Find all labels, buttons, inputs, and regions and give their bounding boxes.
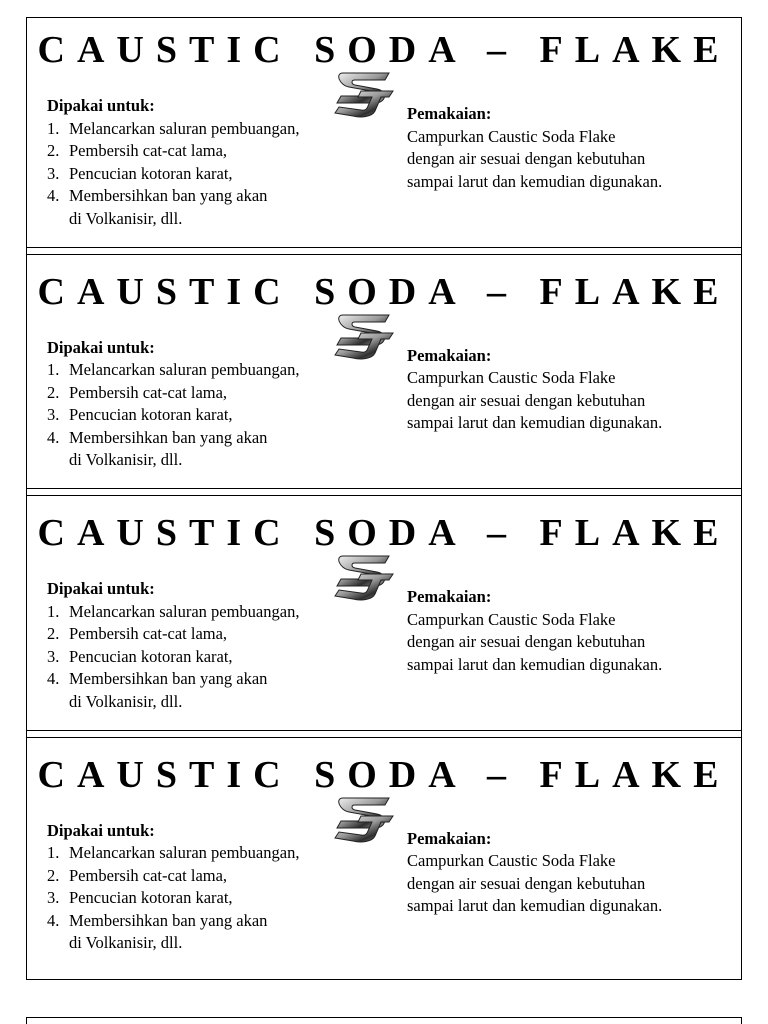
- item-text: Melancarkan saluran pembuangan,: [69, 360, 300, 379]
- item-number: 3.: [47, 646, 60, 666]
- item-text: Pencucian kotoran karat,: [69, 888, 233, 907]
- usage-heading: Dipakai untuk:: [47, 579, 155, 598]
- instructions-heading: Pemakaian:: [407, 587, 492, 606]
- item-number: 2.: [47, 624, 60, 643]
- product-label: [27, 743, 741, 973]
- item-continuation: di Volkanisir, dll.: [69, 450, 183, 469]
- item-text: Membersihkan ban yang akan: [69, 669, 268, 688]
- usage-list: [47, 118, 367, 208]
- item-text: Pencucian kotoran karat,: [69, 405, 233, 424]
- instructions-line: dengan air sesuai dengan kebutuhan: [407, 390, 646, 410]
- usage-section: [47, 578, 367, 713]
- list-item: [47, 359, 367, 382]
- instructions-line: Campurkan Caustic Soda Flake: [407, 126, 616, 146]
- next-label-sheet-edge: [26, 1017, 742, 1024]
- list-item: [47, 140, 367, 163]
- instructions-line: sampai larut dan kemudian digunakan.: [407, 413, 663, 432]
- list-item: [47, 163, 367, 186]
- item-number: 4.: [47, 186, 60, 205]
- item-text: Membersihkan ban yang akan: [69, 910, 268, 930]
- list-item: [47, 404, 367, 427]
- usage-list: [47, 842, 367, 932]
- item-number: 1.: [47, 118, 60, 138]
- item-number: 4.: [47, 910, 60, 930]
- product-label: [27, 501, 741, 731]
- item-number: 3.: [47, 163, 60, 183]
- item-text: Membersihkan ban yang akan: [69, 427, 268, 447]
- instructions-line: Campurkan Caustic Soda Flake: [407, 851, 616, 870]
- instructions-line: sampai larut dan kemudian digunakan.: [407, 171, 663, 191]
- item-continuation: di Volkanisir, dll.: [69, 691, 183, 711]
- usage-heading: Dipakai untuk:: [47, 337, 155, 357]
- label-separator: [27, 488, 741, 496]
- list-item: [47, 382, 367, 405]
- list-item: [47, 427, 367, 450]
- instructions-line: dengan air sesuai dengan kebutuhan: [407, 873, 646, 893]
- item-number: 2.: [47, 382, 60, 402]
- label-separator: [27, 730, 741, 738]
- instructions-line: sampai larut dan kemudian digunakan.: [407, 896, 663, 915]
- item-number: 2.: [47, 865, 60, 885]
- label-sheet: [26, 17, 742, 980]
- usage-list: [47, 359, 367, 449]
- item-text: Pembersih cat-cat lama,: [69, 865, 228, 885]
- list-item: [47, 646, 367, 669]
- item-text: Pencucian kotoran karat,: [69, 163, 233, 183]
- item-number: 3.: [47, 888, 60, 907]
- item-number: 1.: [47, 843, 60, 862]
- list-item: [47, 887, 367, 910]
- instructions-heading: Pemakaian:: [407, 104, 492, 123]
- usage-section: [47, 337, 367, 472]
- usage-heading: Dipakai untuk:: [47, 820, 155, 840]
- instructions-line: Campurkan Caustic Soda Flake: [407, 609, 616, 629]
- usage-section: [47, 95, 367, 230]
- usage-list: [47, 601, 367, 691]
- instructions-line: dengan air sesuai dengan kebutuhan: [407, 632, 646, 651]
- product-label: [27, 260, 741, 490]
- item-text: Pembersih cat-cat lama,: [69, 382, 228, 402]
- instructions-heading: Pemakaian:: [407, 828, 492, 848]
- product-title: CAUSTIC SODA – FLAKE: [37, 753, 731, 796]
- instructions-section: [407, 586, 737, 676]
- label-separator: [27, 247, 741, 255]
- item-number: 1.: [47, 360, 60, 379]
- list-item: [47, 910, 367, 933]
- instructions-section: [407, 103, 737, 193]
- item-text: Melancarkan saluran pembuangan,: [69, 118, 300, 138]
- usage-section: [47, 820, 367, 955]
- instructions-line: sampai larut dan kemudian digunakan.: [407, 654, 663, 674]
- item-number: 3.: [47, 405, 60, 424]
- item-text: Membersihkan ban yang akan: [69, 186, 268, 205]
- product-title: CAUSTIC SODA – FLAKE: [37, 29, 731, 71]
- item-number: 4.: [47, 427, 60, 447]
- list-item: [47, 865, 367, 888]
- instructions-line: dengan air sesuai dengan kebutuhan: [407, 149, 646, 168]
- product-title: CAUSTIC SODA – FLAKE: [37, 512, 731, 554]
- product-title: CAUSTIC SODA – FLAKE: [37, 270, 731, 313]
- product-label: [27, 18, 741, 248]
- usage-heading: Dipakai untuk:: [47, 96, 155, 115]
- list-item: [47, 668, 367, 691]
- instructions-section: [407, 828, 737, 918]
- item-continuation: di Volkanisir, dll.: [69, 208, 183, 228]
- list-item: [47, 623, 367, 646]
- item-number: 2.: [47, 141, 60, 160]
- list-item: [47, 842, 367, 865]
- list-item: [47, 601, 367, 624]
- item-number: 4.: [47, 669, 60, 688]
- list-item: [47, 118, 367, 141]
- item-text: Pembersih cat-cat lama,: [69, 141, 228, 160]
- list-item: [47, 185, 367, 208]
- item-continuation: di Volkanisir, dll.: [69, 933, 183, 952]
- item-text: Melancarkan saluran pembuangan,: [69, 601, 300, 621]
- item-text: Pencucian kotoran karat,: [69, 646, 233, 666]
- instructions-heading: Pemakaian:: [407, 345, 492, 365]
- instructions-section: [407, 345, 737, 435]
- item-text: Melancarkan saluran pembuangan,: [69, 843, 300, 862]
- item-text: Pembersih cat-cat lama,: [69, 624, 228, 643]
- instructions-line: Campurkan Caustic Soda Flake: [407, 368, 616, 387]
- item-number: 1.: [47, 601, 60, 621]
